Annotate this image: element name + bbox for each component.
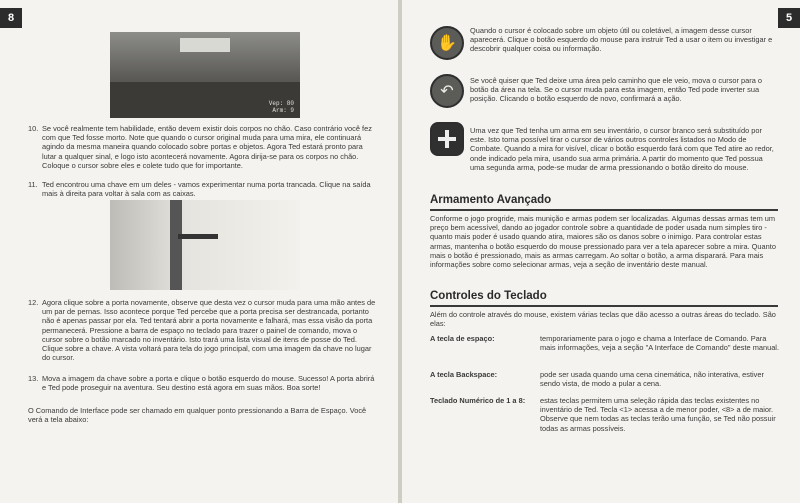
page-number-right: 5 xyxy=(778,8,800,28)
closing-paragraph: O Comando de Interface pode ser chamado em qualquer ponto pressionando a Barra de Espaço. Você verá a tela abaixo: xyxy=(28,406,367,425)
left-page: 8 Vep: 80 Arm: 9 10. Se você realmente tem habilidade, então devem existir dois corpos no chão. Caso contrário você fez com que Ted fosse morto. Note que quando o cursor original muda para uma mira, ele continuará agindo da mesma maneira quando colocado sobre portas e objetos. Agora Ted estará pronto para lutar a qualquer sinal, e logo isto acontecerá novamente. Agora dirija-se para os corpos no chão. Coloque o cursor sobre eles e colete tudo que for importante. 11. Ted encontrou uma chave em um deles - vamos experimentar numa porta trancada. Clique na saída mais à direita para voltar à sala com as caixas. 12. Agora clique sobre a porta novamente, observe que desta vez o cursor muda para uma mão antes de um par de pernas. Isso acontece porque Ted percebe que a porta precisa ser destrancada, portanto não é apenas passar por ela. Ted tentará abrir a porta novamente e falhará, mas essa visão da porta permanecerá. Pressione a barra de espaço no teclado para trazer o painel de comando, mova o cursor sobre o botão marcado no inventário. Isto trará uma lista visual de itens de posse do Ted. Clique sobre a chave. A vista voltará para tela do jogo principal, com uma imagem da chave no lugar do cursor. 13. Mova a imagem da chave sobre a porta e clique o botão esquerdo do mouse. Sucesso! A porta abrirá e Ted pode proseguir na aventura. Seu destino está agora em suas mãos. Boa sorte! O Comando de Interface pode ser chamado em qualquer ponto pressionando a Barra de Espaço. Você verá a tela abaixo: xyxy=(0,0,398,503)
cursor-paragraph-return: Se você quiser que Ted deixe uma área pelo caminho que ele veio, mova o cursor para o botão da área na tela. Se o cursor muda para esta imagem, então Ted pode inverter sua posição. Clicando o botão esquerdo de novo, confirmará a ação. xyxy=(470,76,762,104)
section-heading-armamento: Armamento Avançado xyxy=(430,194,552,206)
hand-cursor-icon: ✋ xyxy=(430,26,464,60)
game-screenshot-bodies xyxy=(110,32,300,118)
page-number-left: 8 xyxy=(0,8,22,28)
screenshot-door-handle xyxy=(178,234,218,239)
section-heading-teclado: Controles do Teclado xyxy=(430,290,547,302)
screenshot-window xyxy=(180,38,230,52)
right-page: 5 ✋ Quando o cursor é colocado sobre um objeto útil ou coletável, a imagem desse cursor aparecerá. Clique o botão esquerdo do mouse para instruir Ted a usar o item ou investigar e descobrir qualquer coisa ou informação. ↶ Se você quiser que Ted deixe uma área pelo caminho que ele veio, mova o cursor para o botão da área na tela. Se o cursor muda para esta imagem, então Ted pode inverter sua posição. Clicando o botão esquerdo de novo, confirmará a ação. Uma vez que Ted tenha um arma em seu inventário, o cursor branco será substituído por este. Isto torna possível tirar o cursor de vários outros controles listados no Modo de Combate. Quando a mira for visível, clicar o botão esquerdo fará com que Ted atire ao redor, onde indicado pela mira, usando sua arma primária. A partir do momento que Ted possua uma segunda arma, pode-se mudar de arma pressionando o botão direito do mouse. Armamento Avançado Conforme o jogo progride, mais munição e armas podem ser localizadas. Algumas dessas armas tem um preço bem acessível, dando ao jogador controle sobre a quantidade de poder usada num simples tiro - quanto mais poder é usado quando atira, maiores são os danos sobre o inimigo. Para controlar estas armas, mantenha o botão esquerdo do mouse pressionado para ver a tela aparecer sobre a mira. Quanto mais o botão é pressionado, mais as armas carregam. Ao soltar o botão, a arma disparará. Para mais informações sobre como selecionar armas, veja a seção de inventário deste manual. Controles do Teclado Além do controle através do mouse, existem várias teclas que dão acesso a outras áreas do teclado. São elas: A tecla de espaço: temporariamente para o jogo e chama a Interface de Comando. Para mais informações, veja a seção "A Interface de Comando" deste manual. A tecla Backspace: pode ser usada quando uma cena cinemática, não interativa, estiver sendo vista, de modo a pular a cena. Teclado Numérico de 1 a 8: estas teclas permitem uma seleção rápida das teclas existentes no inventário de Ted. Tecla <1> acessa a de menor poder, <8> a de maior. Observe que nem todas as teclas terão uma função, se Ted não possuir todas as armas possíveis. xyxy=(402,0,800,503)
cursor-paragraph-hand: Quando o cursor é colocado sobre um objeto útil ou coletável, a imagem desse cursor aparecerá. Clique o botão esquerdo do mouse para instruir Ted a usar o item ou investigar e descobrir qualquer coisa ou informação. xyxy=(470,26,773,54)
crosshair-cursor-icon xyxy=(430,122,464,156)
section-rule xyxy=(430,209,778,211)
return-cursor-icon: ↶ xyxy=(430,74,464,108)
screenshot-hud: Vep: 80 Arm: 9 xyxy=(268,100,294,114)
game-screenshot-door xyxy=(110,200,300,290)
cursor-paragraph-crosshair: Uma vez que Ted tenha um arma em seu inventário, o cursor branco será substituído por este. Isto torna possível tirar o cursor de vários outros controles listados no Modo de Combate. Quando a mira for visível, clicar o botão esquerdo fará com que Ted atire ao redor, onde indicado pela mira, usando sua arma primária. A partir do momento que Ted possua uma segunda arma, pode-se mudar de arma pressionando o botão direito do mouse. xyxy=(470,126,774,172)
section-paragraph-armamento: Conforme o jogo progride, mais munição e armas podem ser localizadas. Algumas dessas armas tem um preço bem acessível, dando ao jogador controle sobre a quantidade de poder usada num simples tiro - quanto mais poder é usado quando atira, maiores são os danos sobre o inimigo. Para controlar estas armas, mantenha o botão esquerdo do mouse pressionado para ver a tela aparecer sobre a mira. Quanto mais o botão é pressionado, mais as armas carregam. Ao soltar o botão, a arma disparará. Para mais informações sobre como selecionar armas, veja a seção de inventário deste manual. xyxy=(430,214,776,270)
section-intro-teclado: Além do controle através do mouse, existem várias teclas que dão acesso a outras áreas do teclado. São elas: xyxy=(430,310,776,329)
section-rule xyxy=(430,305,778,307)
screenshot-door-frame xyxy=(170,200,182,290)
